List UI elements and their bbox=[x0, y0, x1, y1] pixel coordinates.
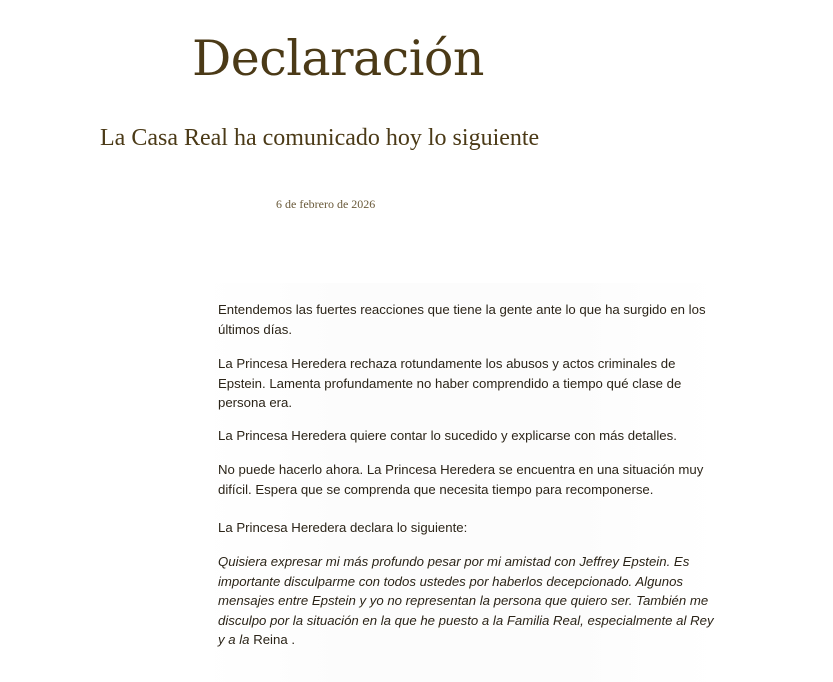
quote-end-word: Reina bbox=[253, 632, 288, 647]
article-paragraph: Entendemos las fuertes reacciones que tiene la gente ante lo que ha surgido en los últimos días. bbox=[218, 302, 706, 337]
article-paragraph: No puede hacerlo ahora. La Princesa Heredera se encuentra en una situación muy difícil. Espera que se comprenda que necesita tiempo para recomponerse. bbox=[218, 462, 704, 497]
page-title: Declaración bbox=[192, 30, 484, 87]
article-paragraph: La Princesa Heredera rechaza rotundamente los abusos y actos criminales de Epstein. Lamenta profundamente no haber comprendido a tiempo qué clase de persona era. bbox=[218, 356, 682, 410]
article-paragraph: La Princesa Heredera declara lo siguiente: bbox=[218, 520, 468, 535]
article-paragraph: La Princesa Heredera quiere contar lo sucedido y explicarse con más detalles. bbox=[218, 428, 677, 443]
quote-text: Quisiera expresar mi más profundo pesar por mi amistad con Jeffrey Epstein. Es importante disculparme con todos ustedes por haberlos decepcionado. Algunos mensajes entre Epstein y yo no representan la persona que quiero ser. También me disculpo por la situación en la que he puesto a la Familia Real, especialmente al Rey y a la bbox=[218, 554, 714, 647]
page-subtitle: La Casa Real ha comunicado hoy lo siguiente bbox=[100, 125, 540, 151]
quote-tail: . bbox=[287, 632, 295, 647]
quoted-statement bbox=[218, 552, 718, 650]
publish-date: 6 de febrero de 2026 bbox=[276, 197, 376, 211]
